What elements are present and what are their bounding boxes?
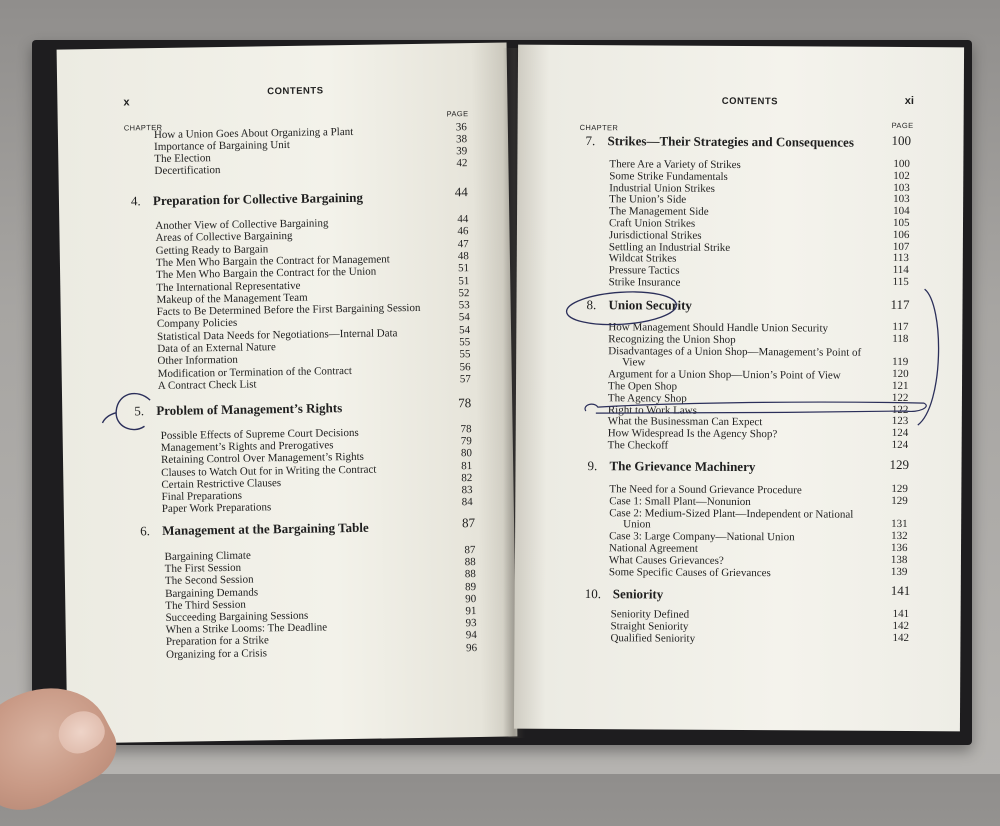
toc-entry: [157, 317, 238, 330]
toc-entry-title: Modification or Termination of the Contract: [157, 364, 352, 380]
toc-entry: [164, 550, 250, 563]
toc-entry: [608, 333, 735, 346]
toc-page-number: 138: [890, 553, 908, 566]
chapter-page-number: 44: [454, 184, 468, 200]
toc-entry-title: A Contract Check List: [157, 378, 257, 392]
toc-entry-title: National Agreement: [608, 542, 698, 555]
toc-page-number: 132: [891, 530, 908, 543]
toc-entry: [609, 158, 741, 171]
toc-entry: [609, 205, 709, 218]
toc-entry: [622, 357, 645, 369]
toc-page-number: 52: [458, 286, 470, 300]
toc-page-number: 103: [893, 181, 910, 194]
toc-entry-title: Craft Union Strikes: [608, 217, 696, 230]
toc-page-number: 56: [459, 360, 471, 373]
toc-entry-title: Succeeding Bargaining Sessions: [165, 609, 309, 624]
toc-entry-title: The Checkoff: [607, 439, 669, 452]
toc-entry-title: The Men Who Bargain the Contract for Management: [155, 253, 390, 269]
toc-entry-title: The International Representative: [156, 279, 301, 294]
toc-entry: [608, 392, 687, 404]
toc-entry: [609, 229, 702, 242]
toc-entry: [157, 354, 238, 367]
toc-entry-title: The Men Who Bargain the Contract for the Union: [156, 265, 377, 282]
toc-entry-title: Some Specific Causes of Grievances: [608, 565, 771, 579]
toc-entry-title: Certain Restrictive Clauses: [161, 476, 282, 491]
toc-entry-title: Recognizing the Union Shop: [608, 332, 736, 346]
toc-page-number: 51: [458, 274, 470, 287]
toc-entry: [166, 622, 328, 637]
toc-entry-title: Statistical Data Needs for Negotiations—Internal Data: [157, 326, 398, 343]
chapter-page-number: 141: [890, 582, 911, 599]
toc-entry-title: Pressure Tactics: [608, 264, 680, 277]
toc-entry: [608, 404, 697, 417]
chapter-title: Preparation for Collective Bargaining: [152, 189, 364, 209]
toc-entry: [158, 378, 257, 392]
toc-entry-title: How Management Should Handle Union Security: [608, 321, 829, 335]
toc-entry-title: The Open Shop: [607, 380, 678, 393]
toc-page-number: 94: [465, 629, 477, 642]
toc-page-number: 107: [892, 240, 910, 253]
toc-page-number: 142: [892, 619, 910, 632]
toc-entry: [157, 341, 276, 355]
toc-page-number: 121: [891, 379, 909, 393]
toc-entry: [608, 345, 861, 359]
toc-entry-title: Jurisdictional Strikes: [608, 228, 702, 242]
toc-page-number: 81: [461, 459, 473, 472]
toc-entry: [609, 182, 715, 195]
toc-entry-title: Company Policies: [156, 317, 238, 331]
toc-entry: [166, 647, 267, 661]
toc-page-number: 42: [456, 157, 468, 170]
toc-page-number: 118: [892, 332, 909, 345]
toc-entry-title: Qualified Seniority: [610, 631, 696, 645]
toc-page-number: 44: [457, 213, 469, 226]
toc-entry-title: Right to Work Laws: [607, 403, 697, 417]
toc-page-number: 46: [457, 225, 469, 238]
toc-entry: [610, 632, 695, 645]
toc-entry: How a Union Goes About Organizing a Plant: [153, 125, 354, 142]
toc-entry-title: The Third Session: [165, 598, 246, 612]
chapter-page-number: 78: [458, 395, 472, 411]
toc-page-number: 123: [891, 415, 909, 428]
toc-page-number: 48: [457, 250, 469, 263]
toc-entry-title: Case 1: Small Plant—Nonunion: [609, 495, 751, 508]
toc-page-number: 96: [465, 641, 478, 654]
chapter-heading: [130, 189, 364, 209]
chapter-heading: [587, 458, 756, 475]
toc-page-number: 53: [458, 299, 470, 312]
toc-page-number: 90: [465, 592, 477, 606]
chapter-title: Seniority: [612, 586, 664, 602]
toc-entry: [609, 253, 677, 265]
toc-entry: [609, 217, 695, 230]
toc-entry-title: Data of an External Nature: [157, 341, 276, 356]
toc-page-number: 115: [892, 275, 909, 289]
right-running-head: CONTENTS: [721, 95, 779, 108]
toc-entry: [155, 230, 292, 244]
toc-entry-title: Another View of Collective Bargaining: [155, 217, 329, 233]
toc-entry-title: Other Information: [157, 354, 238, 368]
toc-entry-title: Some Strike Fundamentals: [609, 170, 728, 183]
toc-page-number: 129: [891, 482, 908, 496]
toc-page-number: 83: [461, 484, 473, 497]
toc-entry-title: Retaining Control Over Management’s Rights: [160, 451, 364, 467]
left-folio: x: [123, 96, 130, 109]
chapter-title: Problem of Management’s Rights: [156, 400, 343, 419]
toc-page-number: 114: [892, 264, 909, 277]
toc-page-number: 55: [459, 348, 471, 361]
toc-entry: [611, 620, 689, 632]
toc-entry-title: Strike Insurance: [608, 276, 681, 289]
toc-page-number: 102: [893, 169, 910, 182]
toc-page-number: 129: [891, 494, 908, 507]
toc-entry: [609, 194, 686, 206]
toc-entry-title: Seniority Defined: [610, 608, 690, 621]
chapter-heading: [586, 297, 692, 314]
toc-entry-title: How Widespread Is the Agency Shop?: [607, 427, 778, 441]
chapter-page-number: 100: [891, 132, 912, 149]
toc-entry-title: The Union’s Side: [609, 193, 687, 207]
toc-page-number: 93: [465, 617, 477, 630]
toc-entry: [608, 380, 677, 392]
chapter-number: 4.: [130, 193, 141, 209]
toc-page-number: 89: [464, 580, 477, 593]
toc-entry-title: Areas of Collective Bargaining: [155, 230, 293, 245]
chapter-page-number: 117: [890, 296, 910, 313]
toc-page-number: 124: [891, 438, 909, 452]
toc-entry-title: Settling an Industrial Strike: [608, 240, 731, 254]
toc-page-number: 78: [460, 423, 472, 436]
toc-entry-title: Bargaining Demands: [165, 586, 259, 600]
toc-entry-title: There Are a Variety of Strikes: [609, 158, 741, 172]
toc-entry: [155, 217, 328, 232]
toc-page-number: 141: [892, 607, 910, 621]
toc-entry-title: When a Strike Looms: The Deadline: [165, 621, 328, 637]
toc-entry: [165, 574, 254, 587]
toc-page-number: 113: [892, 252, 909, 265]
chapter-page-number: 129: [889, 456, 910, 473]
toc-entry: [609, 276, 681, 288]
toc-entry-title: Clauses to Watch Out for in Writing the Contract: [161, 463, 377, 479]
toc-entry-title: Straight Seniority: [610, 620, 689, 633]
toc-page-number: 124: [891, 427, 909, 440]
toc-entry-title: Final Preparations: [161, 489, 243, 503]
left-page: [57, 43, 518, 744]
chapter-title: Management at the Bargaining Table: [162, 519, 369, 538]
toc-entry-title: Facts to Be Determined Before the First Bargaining Session: [156, 301, 421, 319]
toc-entry: [157, 327, 398, 343]
toc-entry-title: Industrial Union Strikes: [609, 181, 715, 195]
toc-page-number: 38: [455, 133, 468, 146]
toc-page-number: 88: [464, 556, 476, 569]
toc-page-number: 136: [890, 541, 908, 555]
toc-page-number: 105: [892, 216, 910, 230]
toc-page-number: 120: [892, 368, 909, 381]
toc-page-number: 84: [461, 496, 473, 509]
toc-entry: [161, 477, 281, 491]
toc-page-number: 88: [464, 568, 476, 581]
toc-page-number: 80: [460, 447, 473, 460]
toc-entry-title: Case 3: Large Company—National Union: [609, 530, 795, 544]
toc-entry: The Election: [154, 152, 211, 166]
toc-entry-title: Possible Effects of Supreme Court Decisions: [160, 426, 359, 442]
toc-entry: [609, 566, 771, 579]
toc-entry-title: The First Session: [164, 561, 242, 576]
toc-entry-title: The Need for a Sound Grievance Procedure: [609, 483, 802, 497]
toc-entry: [609, 241, 730, 254]
toc-page-number: 142: [892, 631, 910, 644]
toc-entry-title: What the Businessman Can Expect: [607, 415, 763, 429]
toc-page-number: 47: [457, 237, 469, 250]
toc-entry-title: Wildcat Strikes: [608, 252, 677, 266]
chapter-number: 9.: [587, 458, 598, 474]
toc-page-number: 119: [892, 356, 909, 369]
chapter-number: 6.: [140, 523, 151, 539]
toc-entry-title: Argument for a Union Shop—Union’s Point of View: [608, 368, 841, 382]
toc-page-number: 51: [457, 262, 470, 275]
toc-entry: [611, 608, 690, 620]
toc-entry-title: Case 2: Medium-Sized Plant—Independent or National: [609, 506, 854, 521]
toc-entry-title: Bargaining Climate: [164, 549, 251, 563]
chapter-page-number: 87: [461, 515, 476, 531]
toc-entry-title: Union: [623, 518, 651, 531]
toc-entry: [608, 439, 669, 451]
toc-entry-title: Getting Ready to Bargain: [155, 242, 269, 257]
toc-entry: [165, 598, 246, 611]
right-folio: xi: [904, 95, 914, 108]
toc-entry: Importance of Bargaining Unit: [154, 138, 290, 154]
toc-entry-title: What Causes Grievances?: [608, 554, 724, 567]
toc-entry-title: Paper Work Preparations: [161, 501, 272, 516]
toc-page-number: 131: [891, 518, 908, 531]
toc-page-number: 117: [892, 320, 909, 334]
toc-entry: [609, 554, 724, 567]
toc-entry-title: Management’s Rights and Prerogatives: [160, 439, 334, 455]
toc-page-number: 139: [890, 565, 908, 578]
toc-entry-title: Preparation for a Strike: [165, 634, 269, 649]
toc-page-number: 122: [891, 403, 909, 416]
toc-page-number: 54: [458, 323, 471, 336]
toc-page-number: 54: [458, 311, 470, 324]
toc-page-number: 87: [464, 544, 476, 557]
right-page: [514, 45, 964, 732]
toc-entry: [162, 501, 272, 515]
toc-page-number: 82: [461, 471, 473, 485]
chapter-heading: [584, 586, 664, 602]
right-page-label: PAGE: [891, 120, 914, 131]
chapter-heading: [140, 519, 369, 539]
left-running-head: CONTENTS: [267, 85, 324, 98]
toc-page-number: 36: [455, 121, 467, 134]
toc-entry-title: Organizing for a Crisis: [165, 646, 268, 661]
toc-entry-title: The Agency Shop: [607, 391, 687, 405]
chapter-number: 7.: [585, 133, 596, 149]
chapter-number: 8.: [586, 297, 597, 313]
chapter-title: The Grievance Machinery: [609, 458, 756, 475]
toc-page-number: 122: [891, 391, 909, 404]
toc-entry: [609, 264, 680, 276]
toc-entry-title: The Second Session: [164, 573, 254, 588]
chapter-title: Union Security: [608, 297, 692, 313]
toc-page-number: 57: [459, 373, 471, 386]
toc-page-number: 106: [892, 228, 910, 241]
toc-entry-title: Makeup of the Management Team: [156, 291, 308, 306]
left-chapter-label: CHAPTER: [123, 122, 163, 133]
right-chapter-label: CHAPTER: [579, 123, 619, 133]
toc-page-number: 103: [893, 193, 910, 206]
toc-page-number: 100: [893, 157, 910, 171]
chapter-title: Strikes—Their Strategies and Consequences: [607, 133, 854, 150]
toc-page-number: 39: [456, 145, 468, 158]
chapter-number: 10.: [584, 586, 602, 602]
toc-entry: [623, 519, 651, 531]
left-page-label: PAGE: [446, 109, 469, 119]
toc-page-number: 79: [460, 435, 472, 448]
toc-entry: [609, 170, 728, 183]
toc-entry-title: The Management Side: [609, 205, 709, 218]
toc-page-number: 91: [465, 605, 477, 618]
toc-entry: Decertification: [154, 164, 221, 178]
toc-entry-title: View: [622, 356, 646, 369]
chapter-heading: [585, 133, 854, 151]
chapter-heading: [134, 400, 343, 419]
toc-page-number: 104: [893, 205, 910, 218]
toc-entry: [609, 542, 698, 555]
toc-entry: [158, 365, 352, 380]
toc-page-number: 55: [459, 336, 471, 349]
toc-entry-title: Disadvantages of a Union Shop—Management’s Point of: [608, 344, 862, 359]
toc-entry: [165, 562, 242, 575]
toc-entry: [162, 490, 243, 503]
chapter-number: 5.: [134, 403, 145, 419]
